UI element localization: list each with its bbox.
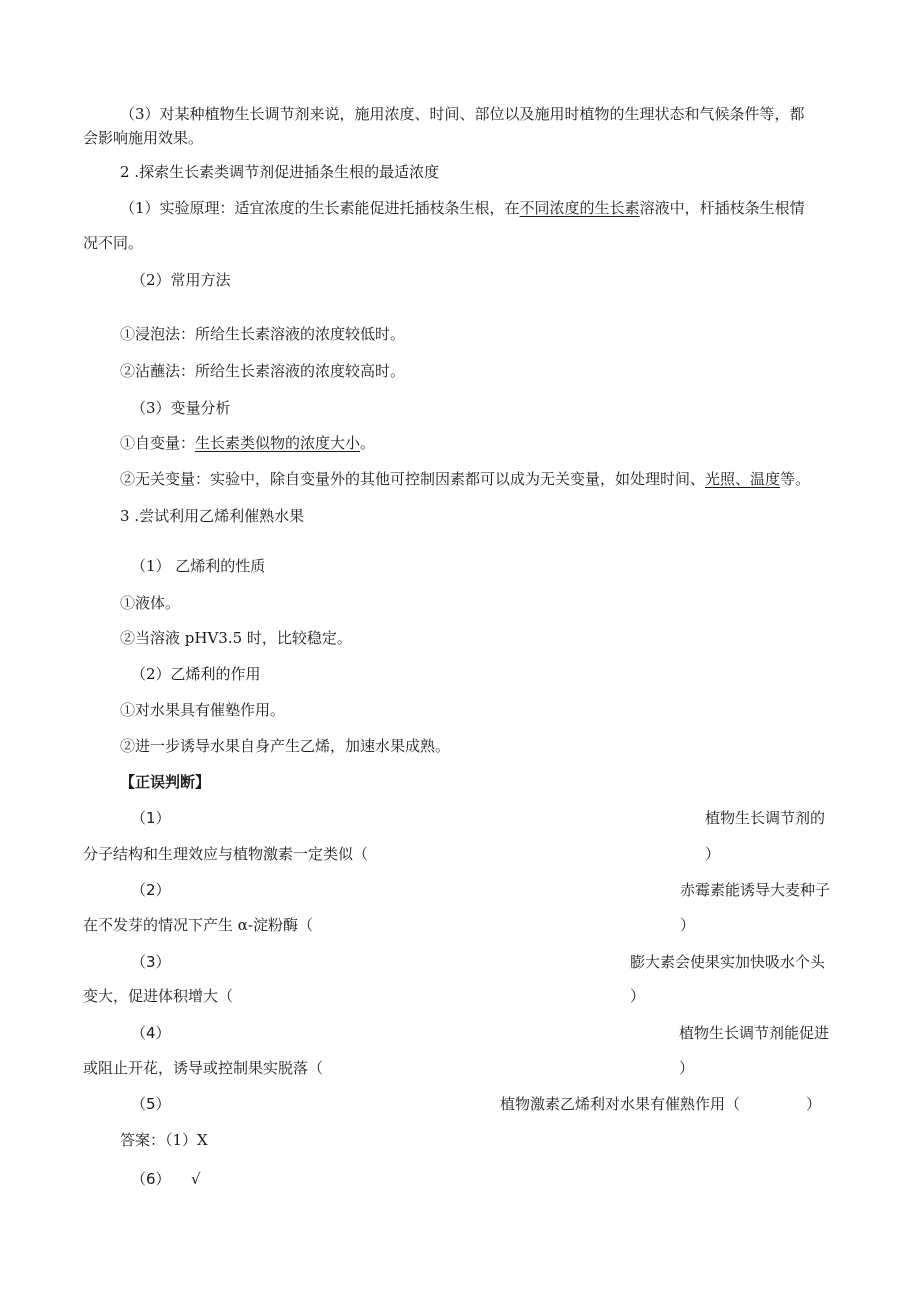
variable-1-underlined: 生长素类似物的浓度大小 bbox=[195, 434, 361, 452]
principle-line-1 bbox=[120, 198, 805, 218]
answer: 答案：（1）X bbox=[120, 1131, 208, 1149]
variables-title: （3）变量分析 bbox=[131, 399, 231, 417]
property-2: ②当溶液 pHV3.5 时，比较稳定。 bbox=[120, 629, 352, 647]
q5-text: 植物激素乙烯利对水果有催熟作用（ bbox=[500, 1095, 741, 1113]
method-1: ①浸泡法：所给生长素溶液的浓度较低时。 bbox=[120, 325, 406, 343]
variable-1-label: ①自变量： bbox=[120, 434, 196, 452]
q1-text-line-2: 分子结构和生理效应与植物激素一定类似（ bbox=[83, 845, 369, 863]
q1-text-right: 植物生长调节剂的 bbox=[705, 809, 826, 827]
function-title: （2）乙烯利的作用 bbox=[131, 665, 261, 683]
q2-text-right: 赤霉素能诱导大麦种子 bbox=[680, 881, 831, 899]
q3-number: （3） bbox=[131, 953, 171, 971]
property-title: （1） 乙烯利的性质 bbox=[131, 557, 266, 575]
q5-number: （5） bbox=[131, 1095, 171, 1113]
variable-1 bbox=[120, 433, 375, 453]
variable-2-light: 光照 bbox=[705, 470, 736, 488]
paragraph-3-line-2: 会影响施用效果。 bbox=[83, 129, 204, 147]
section-2-heading: 2 .探索生长素类调节剂促进插条生根的最适浓度 bbox=[120, 163, 440, 181]
q4-text-line-2: 或阻止开花，诱导或控制果实脱落（ bbox=[83, 1059, 324, 1077]
q4-number: （4） bbox=[131, 1024, 171, 1042]
judgment-title: 【正误判断】 bbox=[120, 773, 211, 791]
q2-number: （2） bbox=[131, 881, 171, 899]
method-2: ②沾蘸法：所给生长素溶液的浓度较高时。 bbox=[120, 362, 406, 380]
q1-close-paren: ） bbox=[705, 845, 721, 863]
answer-6-number: （6） bbox=[131, 1170, 171, 1188]
principle-underlined: 不同浓度的生长素 bbox=[519, 199, 640, 217]
q1-number: （1） bbox=[131, 809, 171, 827]
function-1: ①对水果具有催塾作用。 bbox=[120, 701, 286, 719]
q3-close-paren: ） bbox=[630, 987, 646, 1005]
variable-2-sep: 、 bbox=[735, 470, 751, 488]
q2-close-paren: ） bbox=[680, 916, 696, 934]
methods-title: （2）常用方法 bbox=[131, 271, 231, 289]
principle-text-a: （1）实验原理：适宜浓度的生长素能促进托插枝条生根，在 bbox=[120, 199, 520, 217]
variable-2 bbox=[120, 469, 810, 489]
q3-text-right: 膨大素会使果实加快吸水个头 bbox=[630, 953, 826, 971]
principle-text-b: 溶液中，杆插枝条生根情 bbox=[639, 199, 805, 217]
answer-6-check-mark: √ bbox=[191, 1170, 201, 1188]
property-1: ①液体。 bbox=[120, 594, 181, 612]
q5-close-paren: ） bbox=[806, 1095, 822, 1113]
section-3-heading: 3 .尝试利用乙烯利催熟水果 bbox=[120, 507, 305, 525]
q4-close-paren: ） bbox=[679, 1059, 695, 1077]
function-2: ②进一步诱导水果自身产生乙烯，加速水果成熟。 bbox=[120, 737, 451, 755]
variable-2-end: 等。 bbox=[780, 470, 811, 488]
variable-1-end: 。 bbox=[360, 434, 376, 452]
principle-line-2: 况不同。 bbox=[83, 234, 144, 252]
q3-text-line-2: 变大，促进体积增大（ bbox=[83, 987, 234, 1005]
variable-2-text: ②无关变量：实验中，除自变量外的其他可控制因素都可以成为无关变量，如处理时间、 bbox=[120, 470, 706, 488]
q2-text-line-2: 在不发芽的情况下产生 α-淀粉酶（ bbox=[83, 916, 313, 934]
variable-2-temp: 温度 bbox=[750, 470, 781, 488]
q4-text-right: 植物生长调节剂能促进 bbox=[679, 1024, 830, 1042]
paragraph-3-line-1: （3）对某种植物生长调节剂来说，施用浓度、时间、部位以及施用时植物的生理状态和气候条件等，都 bbox=[120, 105, 805, 123]
